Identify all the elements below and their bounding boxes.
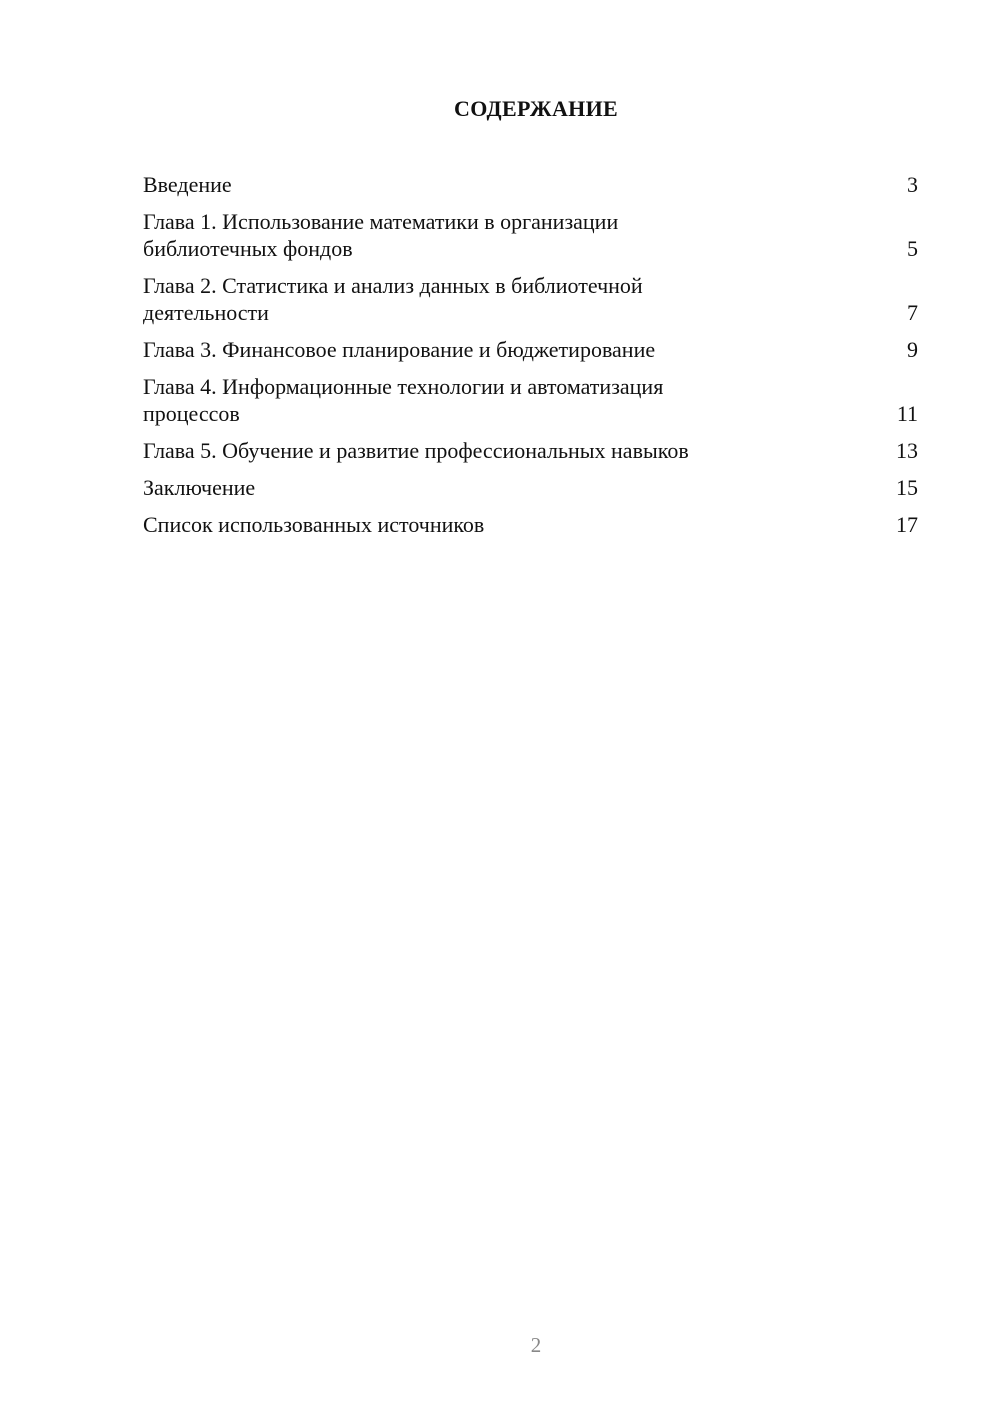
toc-item-references <box>143 511 918 538</box>
toc-entry-page: 15 <box>896 475 918 500</box>
toc-entry-page: 11 <box>896 401 918 426</box>
toc-entry-page: 17 <box>896 512 918 537</box>
toc-entry-page: 3 <box>907 172 918 197</box>
toc-item-conclusion <box>143 474 918 501</box>
toc-entry-title: Глава 5. Обучение и развитие профессиональных навыков <box>143 438 689 463</box>
toc-entry-page: 7 <box>907 300 918 325</box>
toc-item-chapter-1 <box>143 208 918 262</box>
toc-entry-title: Глава 2. Статистика и анализ данных в библиотечной деятельности <box>143 273 643 325</box>
toc-entry-title: Введение <box>143 172 232 197</box>
toc-entry-title: Глава 4. Информационные технологии и автоматизация процессов <box>143 374 664 426</box>
page-number: 2 <box>530 1333 542 1357</box>
toc-entry-page: 13 <box>896 438 918 463</box>
table-of-contents <box>143 171 918 548</box>
toc-entry-title: Глава 1. Использование математики в организации библиотечных фондов <box>143 209 619 261</box>
toc-entry-page: 5 <box>907 236 918 261</box>
toc-entry-title: Глава 3. Финансовое планирование и бюджетирование <box>143 337 656 362</box>
toc-item-chapter-3 <box>143 336 918 363</box>
toc-entry-title: Заключение <box>143 475 256 500</box>
toc-item-chapter-4 <box>143 373 918 427</box>
page-title: СОДЕРЖАНИЕ <box>454 96 618 121</box>
toc-entry-page: 9 <box>907 337 918 362</box>
toc-entry-title: Список использованных источников <box>143 512 485 537</box>
toc-item-introduction <box>143 171 918 198</box>
toc-item-chapter-5 <box>143 437 918 464</box>
toc-item-chapter-2 <box>143 272 918 326</box>
